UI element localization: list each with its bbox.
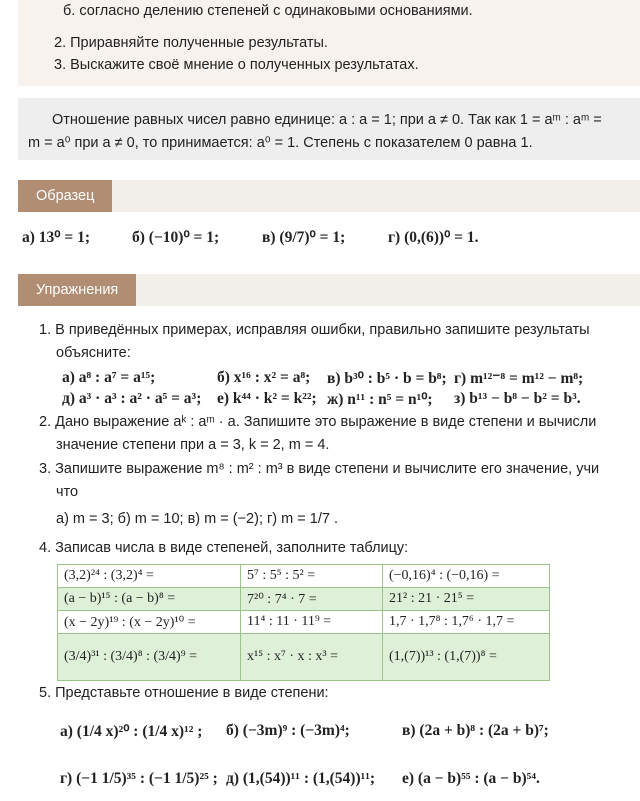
ex1-b: б) x¹⁶ : x² = a⁸;	[217, 369, 311, 386]
ex2-line-2: значение степени при a = 3, k = 2, m = 4.	[56, 437, 330, 453]
table-cell: (x − 2y)¹⁹ : (x − 2y)¹⁰ =	[58, 611, 241, 634]
ex1-a: а) a⁸ : a⁷ = a¹⁵;	[62, 369, 156, 386]
table-cell: (a − b)¹⁵ : (a − b)⁸ =	[58, 588, 241, 611]
ex5-f: е) (a − b)⁵⁵ : (a − b)⁵⁴.	[402, 770, 540, 787]
sample-a: а) 13⁰ = 1;	[22, 229, 90, 246]
table-row	[58, 588, 550, 611]
table-cell: 21² : 21 · 21⁵ =	[383, 588, 550, 611]
ex3-line-2: что	[56, 484, 79, 500]
table-cell: (3/4)³¹ : (3/4)⁸ : (3/4)⁹ =	[58, 634, 241, 681]
intro-box	[18, 0, 640, 86]
table-cell: 7²⁰ : 7⁴ · 7 =	[241, 588, 383, 611]
ex5-line-1: 5. Представьте отношение в виде степени:	[39, 685, 329, 701]
ex3-line-3: а) m = 3; б) m = 10; в) m = (−2); г) m = 1/7 .	[56, 511, 338, 527]
ex5-a: а) (1/4 x)²⁰ : (1/4 x)¹² ;	[60, 723, 203, 740]
ex1-f: е) k⁴⁴ · k² = k²²;	[217, 390, 317, 407]
table-cell: (1,(7))¹³ : (1,(7))⁸ =	[383, 634, 550, 681]
rule-line-2: m = a⁰ при a ≠ 0, то принимается: a⁰ = 1. Степень с показателем 0 равна 1.	[28, 135, 533, 151]
ex5-d: г) (−1 1/5)³⁵ : (−1 1/5)²⁵ ;	[60, 770, 218, 787]
ex5-b: б) (−3m)⁹ : (−3m)⁴;	[226, 722, 350, 739]
table-cell: 1,7 · 1,7⁸ : 1,7⁶ · 1,7 =	[383, 611, 550, 634]
table-cell: 11⁴ : 11 · 11⁹ =	[241, 611, 383, 634]
ex3-line-1: 3. Запишите выражение m⁸ : m² : m³ в виде степени и вычислите его значение, учи	[39, 461, 600, 477]
intro-step-3: 3. Выскажите своё мнение о полученных результатах.	[54, 57, 419, 73]
table-row	[58, 611, 550, 634]
table-row	[58, 565, 550, 588]
ex1-d: г) m¹²⁻⁸ = m¹² − m⁸;	[454, 370, 584, 387]
table-cell: (3,2)²⁴ : (3,2)⁴ =	[58, 565, 241, 588]
sample-b: б) (−10)⁰ = 1;	[132, 229, 220, 246]
table-cell: (−0,16)⁴ : (−0,16) =	[383, 565, 550, 588]
ex1-e: д) a³ · a³ : a² · a⁵ = a³;	[62, 390, 202, 407]
ex4-line-1: 4. Записав числа в виде степеней, заполните таблицу:	[39, 540, 409, 556]
ex1-h: з) b¹³ − b⁸ − b² = b³.	[454, 390, 581, 407]
ex1-g: ж) n¹¹ : n⁵ = n¹⁰;	[327, 391, 433, 408]
sample-c: в) (9/7)⁰ = 1;	[262, 229, 346, 246]
table-row	[58, 634, 550, 681]
rule-line-1: Отношение равных чисел равно единице: a : a = 1; при a ≠ 0. Так как 1 = aᵐ : aᵐ =	[52, 112, 602, 128]
table-cell: 5⁷ : 5⁵ : 5² =	[241, 565, 383, 588]
powers-table	[57, 564, 550, 681]
ex5-c: в) (2a + b)⁸ : (2a + b)⁷;	[402, 722, 549, 739]
ex1-c: в) b³⁰ : b⁵ · b = b⁸;	[327, 370, 447, 387]
intro-line-b: б. согласно делению степеней с одинаковыми основаниями.	[63, 3, 473, 19]
rule-box	[18, 98, 640, 160]
exercises-bar	[18, 274, 640, 306]
intro-step-2: 2. Приравняйте полученные результаты.	[54, 35, 328, 51]
sample-bar	[18, 180, 640, 212]
ex1-line-2: объясните:	[56, 345, 131, 361]
sample-tag: Образец	[18, 180, 112, 212]
ex5-e: д) (1,(54))¹¹ : (1,(54))¹¹;	[226, 770, 376, 787]
exercises-tag: Упражнения	[18, 274, 136, 306]
sample-d: г) (0,(6))⁰ = 1.	[388, 229, 479, 246]
table-cell: x¹⁵ : x⁷ · x : x³ =	[241, 634, 383, 681]
ex1-line-1: 1. В приведённых примерах, исправляя ошибки, правильно запишите результаты	[39, 322, 590, 338]
ex2-line-1: 2. Дано выражение aᵏ : aᵐ · a. Запишите это выражение в виде степени и вычисли	[39, 414, 597, 430]
